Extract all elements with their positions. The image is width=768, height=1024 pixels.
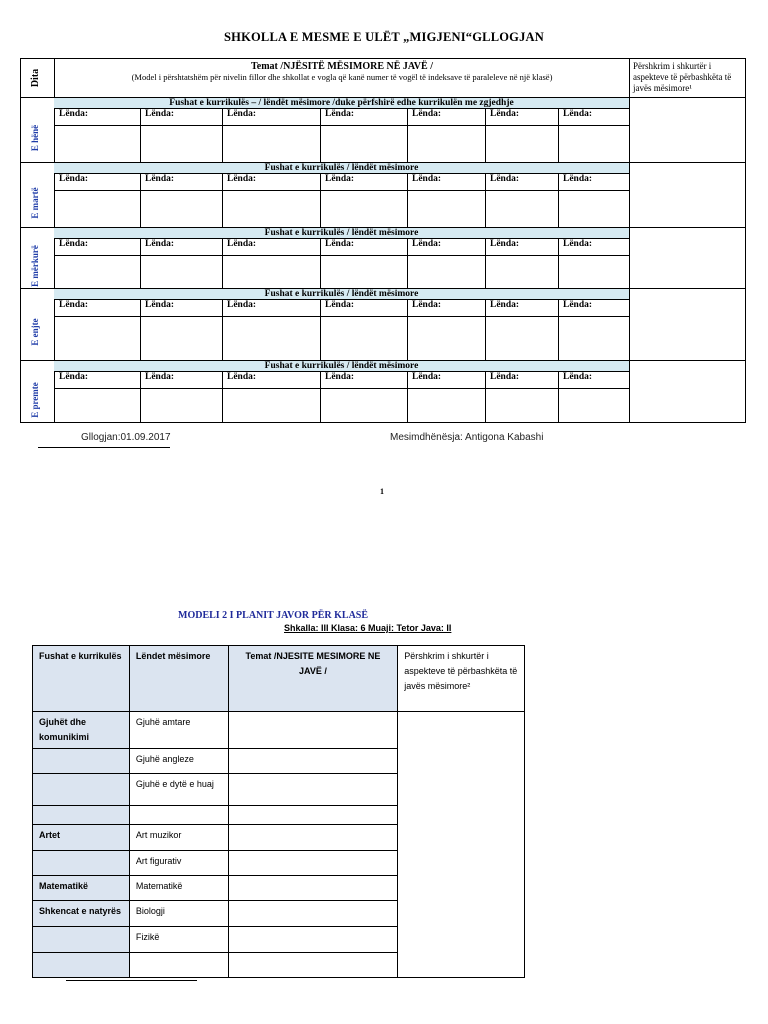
topic-cell: [228, 927, 398, 953]
day-band: Fushat e kurrikulës / lëndët mësimore: [54, 162, 629, 174]
subject-label: Lënda:: [145, 109, 175, 119]
day-label: E premte: [30, 381, 40, 418]
subject-label: Lënda:: [227, 109, 257, 119]
topic-cell: [228, 825, 398, 851]
subject-cell: Gjuhë e dytë e huaj: [129, 774, 228, 806]
header-sub: (Model i përshtatshëm për nivelin fillor dhe shkollat e vogla që kanë numer të vogël të indeksave të paraleleve në një klasë): [131, 72, 553, 82]
col-fields-header: Fushat e kurrikulës: [33, 646, 130, 712]
subject-cell: Fizikë: [129, 927, 228, 953]
topic-cell: [228, 953, 398, 978]
subject-label: Lënda:: [227, 372, 257, 382]
subject-label: Lënda:: [563, 300, 593, 310]
subject-label: Lënda:: [227, 174, 257, 184]
day-label: E hënë: [30, 124, 40, 151]
subject-cell: Gjuhë angleze: [129, 749, 228, 774]
col-day-header: Dita: [30, 68, 41, 88]
subject-label: Lënda:: [325, 372, 355, 382]
footer-teacher: Mesimdhënësja: Antigona Kabashi: [390, 432, 544, 443]
subject-label: Lënda:: [563, 239, 593, 249]
col-description-header: Përshkrim i shkurtër i aspekteve të përbashkëta të javës mësimore²: [398, 646, 525, 712]
field-cell: [33, 927, 130, 953]
subject-label: Lënda:: [563, 174, 593, 184]
subject-label: Lënda:: [325, 300, 355, 310]
field-cell: [33, 851, 130, 876]
subject-label: Lënda:: [145, 174, 175, 184]
subject-label: Lënda:: [325, 109, 355, 119]
subject-label: Lënda:: [563, 109, 593, 119]
subject-label: Lënda:: [145, 300, 175, 310]
subject-label: Lënda:: [490, 109, 520, 119]
model2-title: MODELI 2 I PLANIT JAVOR PËR KLASË: [178, 610, 369, 621]
subject-label: Lënda:: [412, 109, 442, 119]
topic-cell: [228, 876, 398, 901]
field-cell: Matematikë: [33, 876, 130, 901]
school-title: SHKOLLA E MESME E ULËT „MIGJENI“GLLOGJAN: [224, 30, 544, 44]
subject-label: Lënda:: [412, 372, 442, 382]
subject-cell: Art muzikor: [129, 825, 228, 851]
topic-cell: [228, 712, 398, 749]
model2-meta: Shkalla: III Klasa: 6 Muaji: Tetor Java: II: [284, 623, 452, 633]
subject-label: Lënda:: [412, 239, 442, 249]
subject-label: Lënda:: [59, 239, 89, 249]
field-cell: [33, 953, 130, 978]
topic-cell: [228, 901, 398, 927]
day-band: Fushat e kurrikulës / lëndët mësimore: [54, 360, 629, 372]
day-label: E enjte: [30, 318, 40, 346]
subject-cell: Gjuhë amtare: [129, 712, 228, 749]
model2-table: [32, 645, 525, 978]
topic-cell: [228, 806, 398, 825]
day-band: Fushat e kurrikulës / lëndët mësimore: [54, 288, 629, 300]
col-subjects-header: Lëndet mësimore: [129, 646, 228, 712]
subject-label: Lënda:: [59, 109, 89, 119]
subject-label: Lënda:: [563, 372, 593, 382]
field-cell: Gjuhët dhe komunikimi: [33, 712, 130, 749]
subject-label: Lënda:: [490, 174, 520, 184]
subject-label: Lënda:: [490, 300, 520, 310]
day-band: Fushat e kurrikulës – / lëndët mësimore /duke përfshirë edhe kurrikulën me zgjedhje: [54, 97, 629, 109]
day-label: E mërkurë: [30, 244, 40, 287]
header-main: Temat /NJËSITË MËSIMORE NË JAVË /: [251, 61, 433, 72]
subject-cell: [129, 953, 228, 978]
subject-label: Lënda:: [490, 372, 520, 382]
day-band: Fushat e kurrikulës / lëndët mësimore: [54, 227, 629, 239]
subject-cell: Art figurativ: [129, 851, 228, 876]
subject-label: Lënda:: [59, 372, 89, 382]
subject-label: Lënda:: [490, 239, 520, 249]
topic-cell: [228, 851, 398, 876]
subject-label: Lënda:: [145, 372, 175, 382]
subject-label: Lënda:: [145, 239, 175, 249]
subject-label: Lënda:: [412, 174, 442, 184]
subject-label: Lënda:: [325, 239, 355, 249]
subject-label: Lënda:: [227, 300, 257, 310]
page-number: 1: [380, 487, 384, 496]
subject-label: Lënda:: [59, 174, 89, 184]
subject-label: Lënda:: [325, 174, 355, 184]
subject-cell: Biologji: [129, 901, 228, 927]
subject-label: Lënda:: [412, 300, 442, 310]
subject-label: Lënda:: [59, 300, 89, 310]
subject-cell: [129, 806, 228, 825]
description-cell: [398, 712, 525, 978]
subject-label: Lënda:: [227, 239, 257, 249]
topic-cell: [228, 774, 398, 806]
topic-cell: [228, 749, 398, 774]
field-cell: Artet: [33, 825, 130, 851]
field-cell: [33, 749, 130, 774]
field-cell: Shkencat e natyrës: [33, 901, 130, 927]
field-cell: [33, 774, 130, 806]
day-label: E martë: [30, 186, 40, 219]
subject-cell: Matematikë: [129, 876, 228, 901]
col-topics-header: Temat /NJESITE MESIMORE NE JAVË /: [228, 646, 398, 712]
field-cell: [33, 806, 130, 825]
footer-date: Gllogjan:01.09.2017: [81, 432, 171, 443]
header-right: Përshkrim i shkurtër i aspekteve të përbashkëta të javës mësimore¹: [633, 61, 732, 93]
